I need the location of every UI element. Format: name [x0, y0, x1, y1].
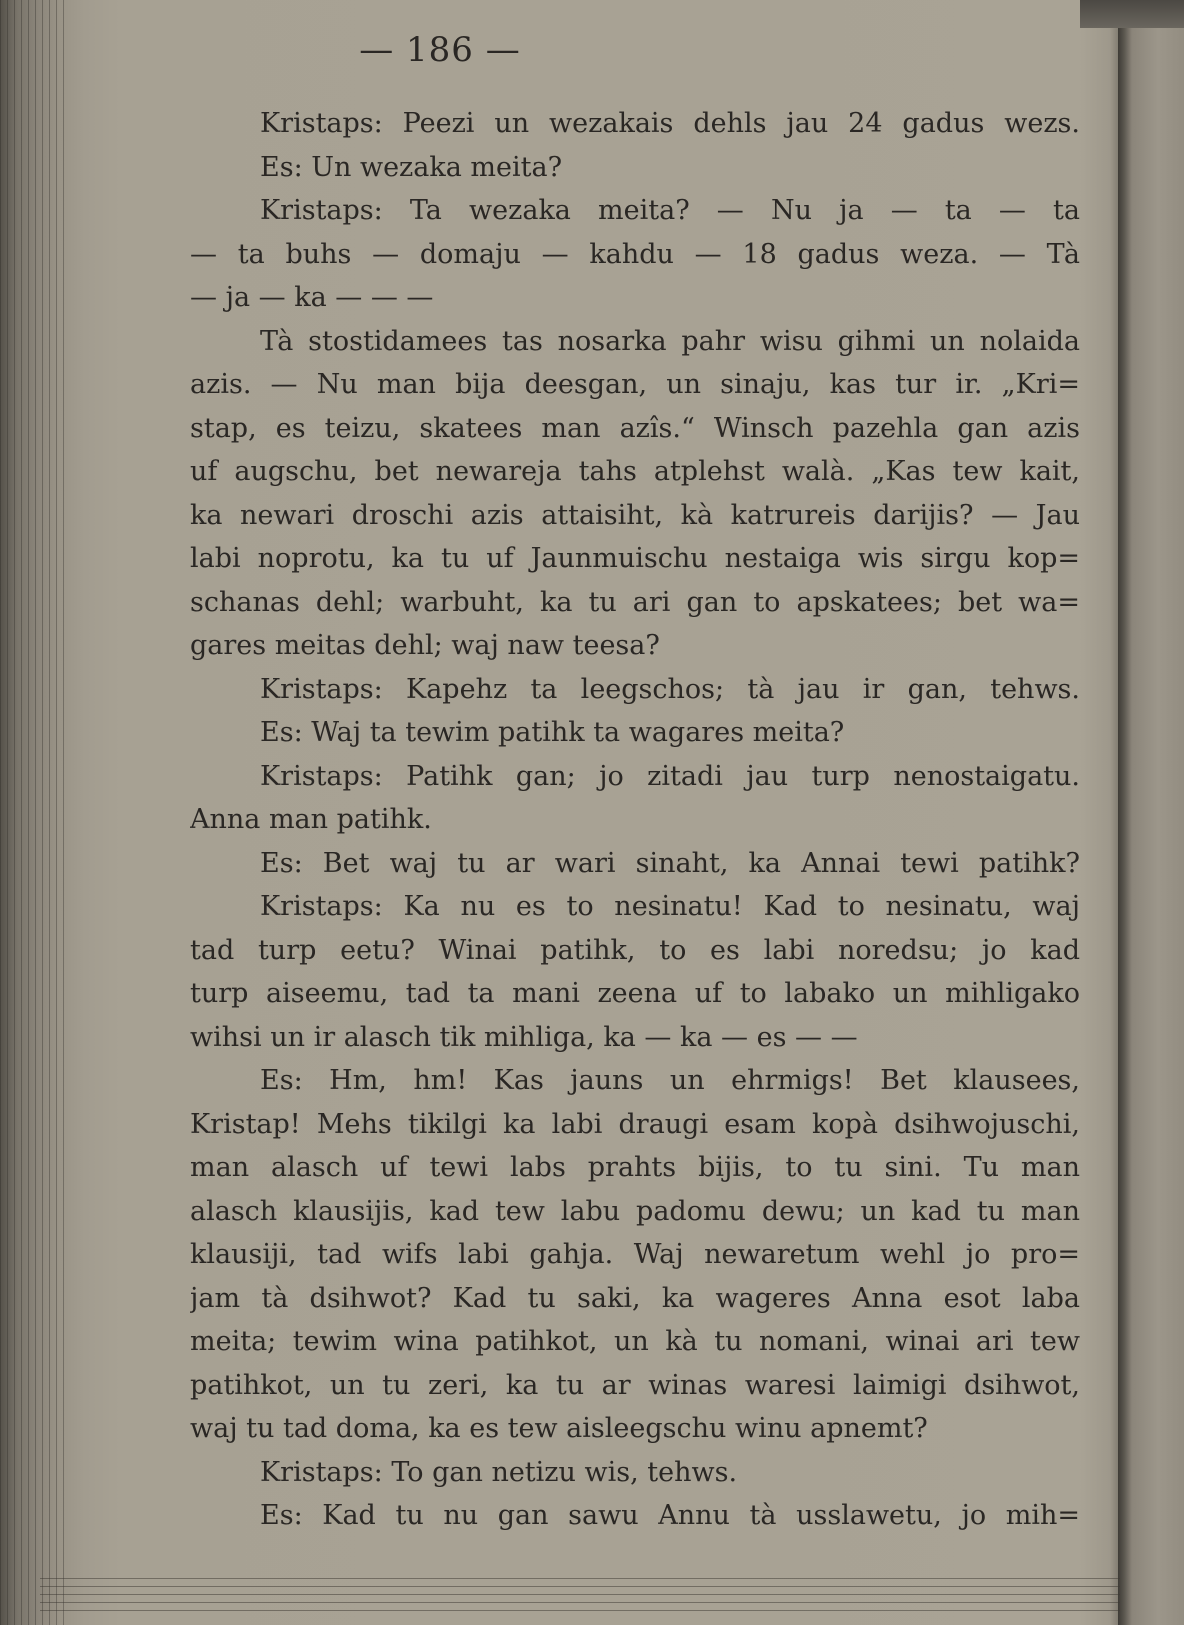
text-line: Es: Kad tu nu gan sawu Annu tà usslawetu, jo mih= — [260, 1500, 1080, 1531]
body-text — [190, 102, 1080, 1538]
book-page-edges-left — [0, 0, 70, 1625]
book-page — [100, 18, 1100, 1578]
text-line: Kristaps: Ka nu es to nesinatu! Kad to nesinatu, waj — [260, 891, 1080, 922]
text-line: stap, es teizu, skatees man azîs.“ Winsch pazehla gan azis — [190, 412, 1080, 444]
text-line: patihkot, un tu zeri, ka tu ar winas waresi laimigi dsihwot, — [190, 1369, 1080, 1401]
text-line: Anna man patihk. — [190, 804, 432, 835]
text-line: Kristaps: Kapehz ta leegschos; tà jau ir gan, tehws. — [260, 673, 1080, 705]
text-line: — ta buhs — domaju — kahdu — 18 gadus weza. — Tà — [190, 238, 1080, 270]
text-line: klausiji, tad wifs labi gahja. Waj newaretum wehl jo pro= — [190, 1239, 1080, 1270]
text-line: gares meitas dehl; waj naw teesa? — [190, 630, 660, 661]
text-line: Kristaps: Ta wezaka meita? — Nu ja — ta — ta — [260, 195, 1080, 226]
text-line: Es: Waj ta tewim patihk ta wagares meita? — [260, 717, 845, 748]
text-line: Kristaps: Patihk gan; jo zitadi jau turp nenostaigatu. — [260, 760, 1080, 792]
text-line: Kristap! Mehs tikilgi ka labi draugi esam kopà dsihwojuschi, — [190, 1108, 1080, 1140]
text-line: alasch klausijis, kad tew labu padomu dewu; un kad tu man — [190, 1195, 1080, 1227]
book-page-edge-right — [1118, 0, 1184, 1625]
text-line: meita; tewim wina patihkot, un kà tu nomani, winai ari tew — [190, 1326, 1080, 1357]
text-line: — ja — ka — — — — [190, 282, 434, 313]
text-line: Es: Bet waj tu ar wari sinaht, ka Annai tewi patihk? — [260, 847, 1080, 879]
text-line: ka newari droschi azis attaisiht, kà katrureis darijis? — Jau — [190, 499, 1080, 531]
text-line: schanas dehl; warbuht, ka tu ari gan to apskatees; bet wa= — [190, 586, 1080, 618]
text-line: jam tà dsihwot? Kad tu saki, ka wageres Anna esot laba — [190, 1282, 1080, 1314]
text-line: wihsi un ir alasch tik mihliga, ka — ka — es — — — [190, 1021, 858, 1053]
text-line: waj tu tad doma, ka es tew aisleegschu winu apnemt? — [190, 1413, 928, 1444]
book-page-edges-bottom — [40, 1578, 1120, 1618]
text-line: tad turp eetu? Winai patihk, to es labi noredsu; jo kad — [190, 934, 1080, 966]
page-number: — 186 — — [359, 30, 521, 70]
text-line: azis. — Nu man bija deesgan, un sinaju, kas tur ir. „Kri= — [190, 369, 1080, 400]
text-line: labi noprotu, ka tu uf Jaunmuischu nestaiga wis sirgu kop= — [190, 543, 1080, 574]
text-line: Tà stostidamees tas nosarka pahr wisu gihmi un nolaida — [260, 325, 1080, 357]
text-line: Es: Hm, hm! Kas jauns un ehrmigs! Bet klausees, — [260, 1065, 1080, 1096]
text-line: man alasch uf tewi labs prahts bijis, to tu sini. Tu man — [190, 1152, 1080, 1183]
text-line: uf augschu, bet newareja tahs atplehst walà. „Kas tew kait, — [190, 456, 1080, 487]
text-line: turp aiseemu, tad ta mani zeena uf to labako un mihligako — [190, 978, 1080, 1009]
text-line: Es: Un wezaka meita? — [260, 151, 563, 183]
text-line: Kristaps: Peezi un wezakais dehls jau 24 gadus wezs. — [260, 108, 1080, 139]
text-line: Kristaps: To gan netizu wis, tehws. — [260, 1456, 738, 1488]
